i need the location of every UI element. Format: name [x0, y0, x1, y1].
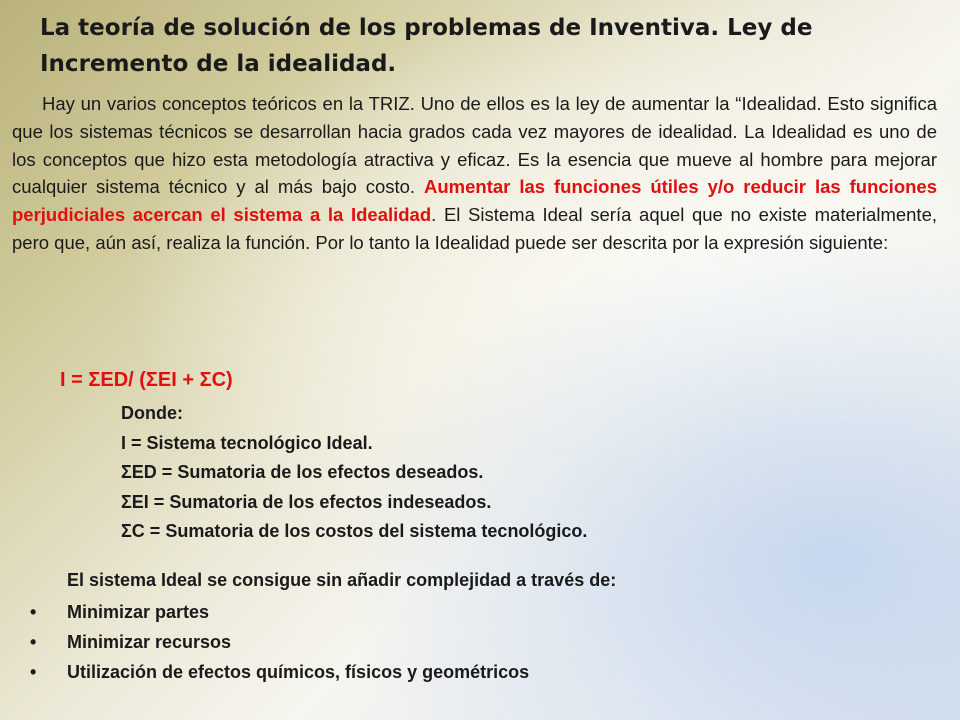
- definitions-heading: Donde:: [121, 403, 183, 423]
- list-item: [30, 657, 529, 687]
- slide-title: La teoría de solución de los problemas de Inventiva. Ley de Incremento de la idealidad.: [40, 15, 813, 77]
- ideal-system-intro: El sistema Ideal se consigue sin añadir complejidad a través de:: [67, 570, 617, 590]
- formula-definitions: [121, 399, 587, 547]
- body-paragraph: [12, 90, 937, 257]
- definition-item: ΣED = Sumatoria de los efectos deseados.: [121, 462, 484, 482]
- definition-item: ΣC = Sumatoria de los costos del sistema tecnológico.: [121, 521, 588, 541]
- bullet-icon: •: [30, 632, 37, 652]
- paragraph-highlight: Aumentar las funciones útiles y/o reducir las funciones perjudiciales acercan el sistema a la Idealidad: [12, 176, 937, 226]
- bullet-icon: •: [30, 602, 37, 622]
- bullet-text: Minimizar recursos: [67, 632, 232, 652]
- bullet-text: Minimizar partes: [67, 602, 210, 622]
- list-item: [30, 627, 529, 657]
- bullet-text: Utilización de efectos químicos, físicos y geométricos: [67, 662, 530, 682]
- ideality-formula: I = ΣED/ (ΣEI + ΣC): [60, 369, 233, 391]
- bullet-list: [30, 597, 529, 687]
- bullet-icon: •: [30, 662, 37, 682]
- list-item: [30, 597, 529, 627]
- definition-item: ΣEI = Sumatoria de los efectos indeseados.: [121, 491, 492, 512]
- paragraph-text-end: . El Sistema Ideal sería aquel que no existe materialmente, pero que, aún así, realiza la función. Por lo tanto la Idealidad puede ser descrita por la expresión siguiente:: [12, 204, 937, 253]
- definition-item: I = Sistema tecnológico Ideal.: [121, 432, 373, 453]
- paragraph-text-start: Hay un varios conceptos teóricos en la TRIZ. Uno de ellos es la ley de aumentar la “Idealidad. Esto significa que los sistemas técnicos se desarrollan hacia grados cada vez mayores de idealidad. La Idealidad es uno de los conceptos que hizo esta metodología atractiva y eficaz. Es la esencia que mueve al hombre para mejorar cualquier sistema técnico y al más bajo costo.: [12, 93, 937, 198]
